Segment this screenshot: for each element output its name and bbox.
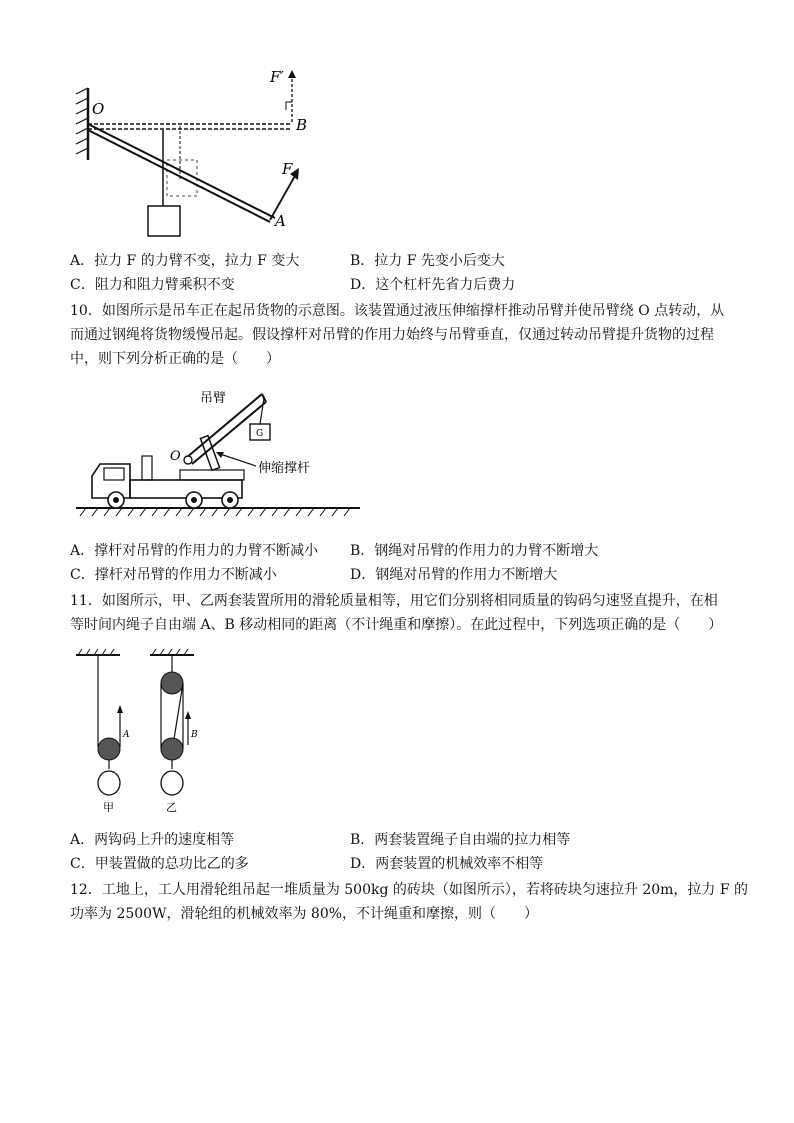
lever-label-o: O xyxy=(92,100,105,118)
q10-option-c: C．撑杆对吊臂的作用力不断减小 xyxy=(70,567,277,583)
pulley-label-yi: 乙 xyxy=(166,801,177,814)
crane-label-rod: 伸缩撑杆 xyxy=(258,461,311,476)
q10-stem-line3: 中，则下列分析正确的是（ ） xyxy=(70,351,280,367)
q11-stem-line1: 11．如图所示，甲、乙两套装置所用的滑轮质量相等，用它们分别将相同质量的钩码匀速竖直提升，在相 xyxy=(70,593,718,609)
lever-label-b: B xyxy=(296,116,308,134)
q11-option-b: B．两套装置绳子自由端的拉力相等 xyxy=(350,832,571,848)
crane-label-g: G xyxy=(256,429,264,439)
q11-stem-line2: 等时间内绳子自由端 A、B 移动相同的距离（不计绳重和摩擦）。在此过程中，下列选项正确的是（ ） xyxy=(70,617,723,633)
q10-option-d: D．钢绳对吊臂的作用力不断增大 xyxy=(350,567,558,583)
pulley-diagram xyxy=(70,645,240,815)
q10-option-b: B．钢绳对吊臂的作用力的力臂不断增大 xyxy=(350,543,599,559)
q9-option-a: A．拉力 F 的力臂不变，拉力 F 变大 xyxy=(70,253,300,269)
pulley-label-a: A xyxy=(123,730,130,740)
q10-stem-line1: 10．如图所示是吊车正在起吊货物的示意图。该装置通过液压伸缩撑杆推动吊臂并使吊臂绕 O 点转动，从 xyxy=(70,303,725,319)
lever-label-a: A xyxy=(275,212,286,230)
lever-diagram xyxy=(70,60,320,240)
crane-diagram xyxy=(70,380,370,520)
lever-label-f-prime: F′ xyxy=(270,68,284,86)
q11-option-d: D．两套装置的机械效率不相等 xyxy=(350,856,544,872)
crane-label-o: O xyxy=(170,449,181,464)
q12-stem-line1: 12．工地上，工人用滑轮组吊起一堆质量为 500kg 的砖块（如图所示），若将砖块匀速拉升 20m，拉力 F 的 xyxy=(70,882,749,898)
pulley-label-b: B xyxy=(191,730,198,740)
crane-label-boom: 吊臂 xyxy=(200,391,227,406)
q10-stem-line2: 而通过钢绳将货物缓慢吊起。假设撑杆对吊臂的作用力始终与吊臂垂直，仅通过转动吊臂提升货物的过程 xyxy=(70,327,714,343)
q9-option-d: D．这个杠杆先省力后费力 xyxy=(350,277,516,293)
q11-option-a: A．两钩码上升的速度相等 xyxy=(70,832,235,848)
q12-stem-line2: 功率为 2500W，滑轮组的机械效率为 80%，不计绳重和摩擦，则（ ） xyxy=(70,906,539,922)
q9-option-c: C．阻力和阻力臂乘积不变 xyxy=(70,277,235,293)
q9-option-b: B．拉力 F 先变小后变大 xyxy=(350,253,505,269)
q10-option-a: A．撑杆对吊臂的作用力的力臂不断减小 xyxy=(70,543,319,559)
lever-label-f: F xyxy=(282,160,293,178)
pulley-label-jia: 甲 xyxy=(103,801,114,814)
q11-option-c: C．甲装置做的总功比乙的多 xyxy=(70,856,249,872)
